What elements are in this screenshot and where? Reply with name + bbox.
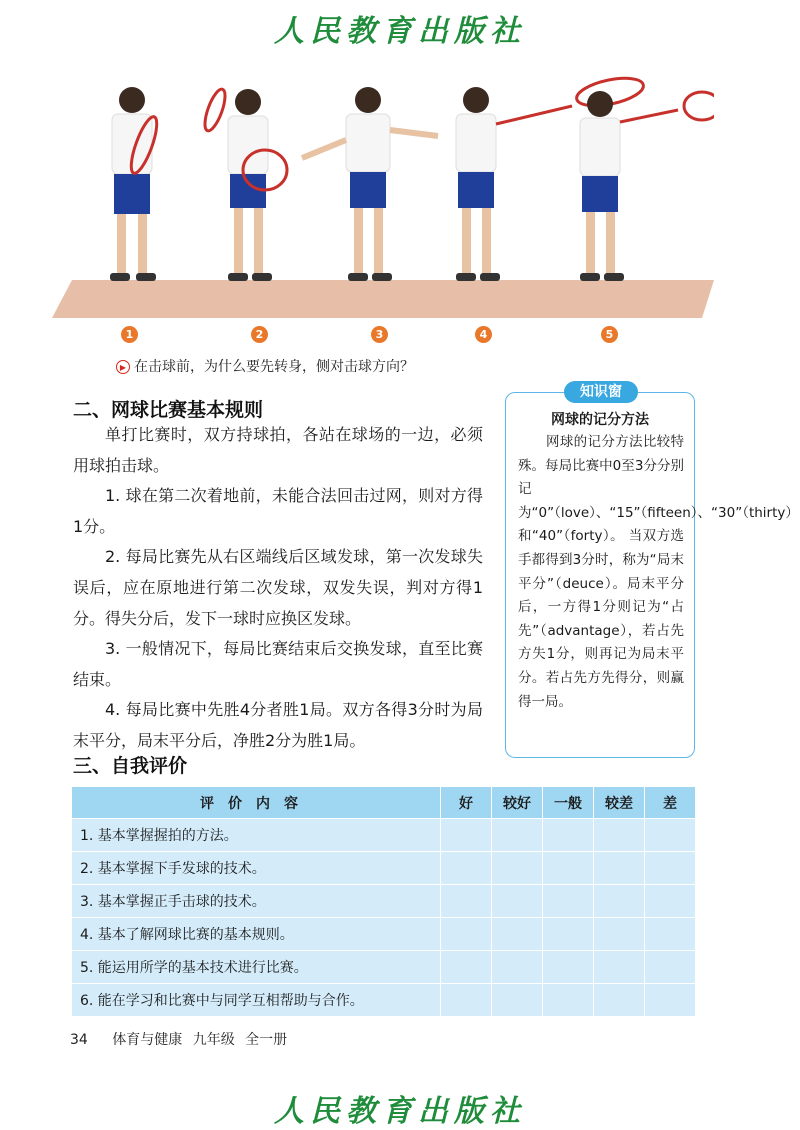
self-evaluation-table [72, 787, 696, 1016]
rating-cell[interactable] [594, 984, 645, 1017]
play-icon: ▶ [116, 360, 130, 374]
table-header-fairly-good: 较好 [492, 787, 543, 819]
rating-cell[interactable] [645, 819, 696, 852]
table-row [72, 852, 696, 885]
rating-cell[interactable] [543, 918, 594, 951]
rules-paragraph: 1. 球在第二次着地前，未能合法回击过网，则对方得1分。 [73, 486, 483, 536]
rating-cell[interactable] [543, 819, 594, 852]
rules-body [73, 420, 483, 757]
table-row [72, 984, 696, 1017]
rating-cell[interactable] [441, 951, 492, 984]
rating-cell[interactable] [594, 951, 645, 984]
table-header-good: 好 [441, 787, 492, 819]
book-title: 体育与健康 九年级 全一册 [112, 1032, 288, 1048]
rating-cell[interactable] [543, 984, 594, 1017]
publisher-watermark-top: 人民教育出版社 [274, 14, 526, 49]
step-marker-1: 1 [121, 326, 138, 343]
section-heading-rules: 二、网球比赛基本规则 [73, 399, 264, 421]
step-markers [0, 326, 800, 346]
rating-cell[interactable] [594, 885, 645, 918]
rating-cell[interactable] [441, 852, 492, 885]
table-header-row [72, 787, 696, 819]
step-marker-2: 2 [251, 326, 268, 343]
page-number: 34 [70, 1032, 88, 1048]
rating-cell[interactable] [594, 918, 645, 951]
rating-cell[interactable] [645, 852, 696, 885]
knowledge-window-text [518, 431, 799, 714]
step-marker-4: 4 [475, 326, 492, 343]
table-row-item: 5. 能运用所学的基本技术进行比赛。 [72, 951, 441, 984]
player-figure-1 [110, 87, 162, 281]
rules-paragraph: 2. 每局比赛先从右区端线后区域发球，第一次发球失误后，应在原地进行第二次发球，双发失误，判对方得1分。得失分后，发下一球时应换区发球。 [73, 547, 483, 628]
knowledge-window-tag: 知识窗 [564, 381, 638, 403]
section-heading-self-evaluation: 三、自我评价 [73, 755, 188, 777]
figure-question [116, 356, 414, 376]
step-marker-3: 3 [371, 326, 388, 343]
rating-cell[interactable] [441, 918, 492, 951]
rating-cell[interactable] [441, 984, 492, 1017]
rating-cell[interactable] [492, 918, 543, 951]
rules-paragraph: 单打比赛时，双方持球拍，各站在球场的一边，必须用球拍击球。 [73, 425, 483, 475]
rating-cell[interactable] [645, 984, 696, 1017]
table-header-content: 评价内容 [72, 787, 441, 819]
rating-cell[interactable] [492, 951, 543, 984]
rating-cell[interactable] [543, 852, 594, 885]
rating-cell[interactable] [492, 852, 543, 885]
figure-question-text: 在击球前，为什么要先转身，侧对击球方向？ [134, 359, 414, 375]
table-row-item: 3. 基本掌握正手击球的技术。 [72, 885, 441, 918]
table-row [72, 918, 696, 951]
step-marker-5: 5 [601, 326, 618, 343]
publisher-watermark-bottom: 人民教育出版社 [274, 1094, 526, 1129]
table-header-average: 一般 [543, 787, 594, 819]
table-row [72, 951, 696, 984]
player-figure-5 [580, 91, 714, 281]
rating-cell[interactable] [645, 918, 696, 951]
table-row [72, 819, 696, 852]
table-header-poor: 差 [645, 787, 696, 819]
player-figure-2 [201, 87, 287, 281]
rating-cell[interactable] [594, 852, 645, 885]
table-row [72, 885, 696, 918]
rating-cell[interactable] [492, 984, 543, 1017]
page-footer [70, 1029, 287, 1049]
rating-cell[interactable] [441, 885, 492, 918]
rating-cell[interactable] [645, 885, 696, 918]
rating-cell[interactable] [492, 819, 543, 852]
rating-cell[interactable] [492, 885, 543, 918]
player-figure-3 [302, 87, 438, 281]
table-row-item: 4. 基本了解网球比赛的基本规则。 [72, 918, 441, 951]
table-row-item: 2. 基本掌握下手发球的技术。 [72, 852, 441, 885]
tennis-forehand-sequence-photo [52, 70, 714, 320]
rules-paragraph: 3. 一般情况下，每局比赛结束后交换发球，直至比赛结束。 [73, 639, 483, 689]
rating-cell[interactable] [594, 819, 645, 852]
rating-cell[interactable] [543, 951, 594, 984]
table-row-item: 1. 基本掌握握拍的方法。 [72, 819, 441, 852]
knowledge-window [505, 384, 799, 758]
knowledge-window-title: 网球的记分方法 [551, 412, 649, 428]
table-header-fairly-poor: 较差 [594, 787, 645, 819]
rating-cell[interactable] [543, 885, 594, 918]
rating-cell[interactable] [645, 951, 696, 984]
knowledge-window-paragraph: 网球的记分方法比较特殊。每局比赛中0至3分分别记为“0”（love）、“15”（fifteen）、“30”（thirty）和“40”（forty）。 当双方选手都得到3分时，称为“局末平分”（deuce）。局末平分后，一方得1分则记为“占先”（advantage），若占先方失1分，则再记为局末平分。若占先方先得分，则赢得一局。 [518, 434, 799, 710]
rules-paragraph: 4. 每局比赛中先胜4分者胜1局。双方各得3分时为局末平分，局末平分后，净胜2分为胜1局。 [73, 700, 483, 750]
rating-cell[interactable] [441, 819, 492, 852]
table-row-item: 6. 能在学习和比赛中与同学互相帮助与合作。 [72, 984, 441, 1017]
